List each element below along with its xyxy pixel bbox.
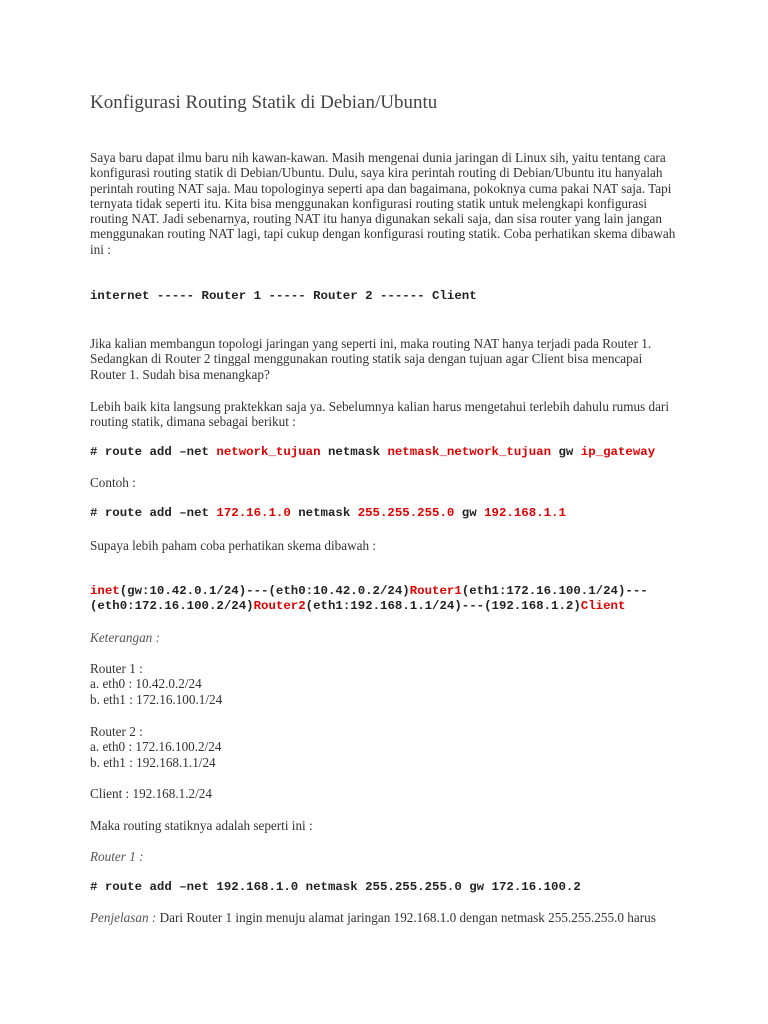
text-line: b. eth1 : 172.16.100.1/24 [90, 691, 223, 707]
penjelasan-label: Penjelasan : [90, 910, 157, 925]
router2-label: Router2 [253, 599, 306, 613]
client-label: Client [580, 599, 626, 613]
text-line: a. eth0 : 172.16.100.2/24 [90, 739, 222, 755]
practice-paragraph [90, 399, 669, 430]
topology-simple-code: internet ----- Router 1 ----- Router 2 ------ Client [90, 289, 477, 303]
text-line: Sedangkan di Router 2 tinggal menggunakan routing statik saja dengan tujuan agar Client bisa mencapai [90, 351, 643, 367]
text-line: perintah routing NAT saja. Mau topologinya seperti apa dan bagaimana, pokoknya cuma pakai NAT saja. Tapi [90, 180, 672, 196]
code-text: netmask [290, 506, 358, 520]
scheme-line-2 [90, 599, 625, 613]
code-text: (eth1:192.168.1.1/24)---(192.168.1.2) [305, 599, 581, 613]
code-text: (eth1:172.16.100.1/24)--- [461, 584, 648, 598]
client-details: Client : 192.168.1.2/24 [90, 786, 212, 801]
text-line: konfigurasi routing statik di Debian/Ubuntu. Dulu, saya kira perintah routing di Debian/Ubuntu itu hanyalah [90, 165, 663, 181]
code-text: (eth0:172.16.100.2/24) [90, 599, 254, 613]
code-text: # route add –net [90, 445, 217, 459]
code-text: # route add –net [90, 506, 217, 520]
text-line: routing NAT. Jadi sebenarnya, routing NAT itu hanya digunakan sekali saja, dan sisa router yang lain jangan [90, 211, 662, 227]
inet-label: inet [90, 584, 120, 598]
route-formula-code [90, 445, 655, 459]
text-line: ternyata tidak seperti itu. Kita bisa menggunakan konfigurasi routing statik untuk melengkapi konfigurasi [90, 195, 648, 211]
contoh-label: Contoh : [90, 475, 136, 490]
code-text: netmask [320, 445, 388, 459]
text-line: Lebih baik kita langsung praktekkan saja ya. Sebelumnya kalian harus mengetahui terlebih dahulu rumus dari [90, 399, 669, 414]
route-example-code [90, 506, 566, 520]
text-line: a. eth0 : 10.42.0.2/24 [90, 676, 202, 692]
explanation-paragraph [90, 336, 651, 382]
text-line: menggunakan routing NAT lagi, tapi cukup dengan konfigurasi routing statik. Coba perhatikan skema dibawah [90, 226, 676, 242]
example-network: 172.16.1.0 [216, 506, 291, 520]
router1-heading: Router 1 : [90, 849, 144, 864]
example-gateway: 192.168.1.1 [484, 506, 566, 520]
penjelasan-text: Dari Router 1 ingin menuju alamat jaringan 192.168.1.0 dengan netmask 255.255.255.0 harus [156, 910, 656, 925]
code-text: gw [551, 445, 581, 459]
text-line: Router 2 : [90, 724, 143, 739]
router1-details [90, 661, 222, 707]
router1-command-code: # route add –net 192.168.1.0 netmask 255.255.255.0 gw 172.16.100.2 [90, 880, 581, 894]
text-line: Router 1 : [90, 661, 143, 676]
text-line: Saya baru dapat ilmu baru nih kawan-kawan. Masih mengenai dunia jaringan di Linux sih, yaitu tentang cara [90, 150, 666, 165]
text-line: Jika kalian membangun topologi jaringan yang seperti ini, maka routing NAT hanya terjadi pada Router 1. [90, 336, 652, 351]
text-line: ini : [90, 241, 111, 257]
text-line: b. eth1 : 192.168.1.1/24 [90, 754, 216, 770]
netmask-placeholder: netmask_network_tujuan [387, 445, 552, 459]
example-netmask: 255.255.255.0 [357, 506, 455, 520]
scheme-intro: Supaya lebih paham coba perhatikan skema dibawah : [90, 538, 376, 553]
router1-label: Router1 [409, 584, 462, 598]
text-line: Router 1. Sudah bisa menangkap? [90, 366, 270, 382]
scheme-line-1 [90, 584, 648, 598]
page-title: Konfigurasi Routing Statik di Debian/Ubuntu [90, 92, 438, 113]
code-text: gw [454, 506, 485, 520]
keterangan-heading: Keterangan : [90, 630, 160, 645]
routing-intro: Maka routing statiknya adalah seperti ini : [90, 818, 313, 833]
network-placeholder: network_tujuan [216, 445, 321, 459]
code-text: (gw:10.42.0.1/24)---(eth0:10.42.0.2/24) [119, 584, 410, 598]
penjelasan-line [90, 910, 656, 926]
gateway-placeholder: ip_gateway [580, 445, 656, 459]
text-line: routing statik, dimana sebagai berikut : [90, 414, 296, 430]
intro-paragraph [90, 150, 675, 257]
router2-details [90, 724, 222, 770]
